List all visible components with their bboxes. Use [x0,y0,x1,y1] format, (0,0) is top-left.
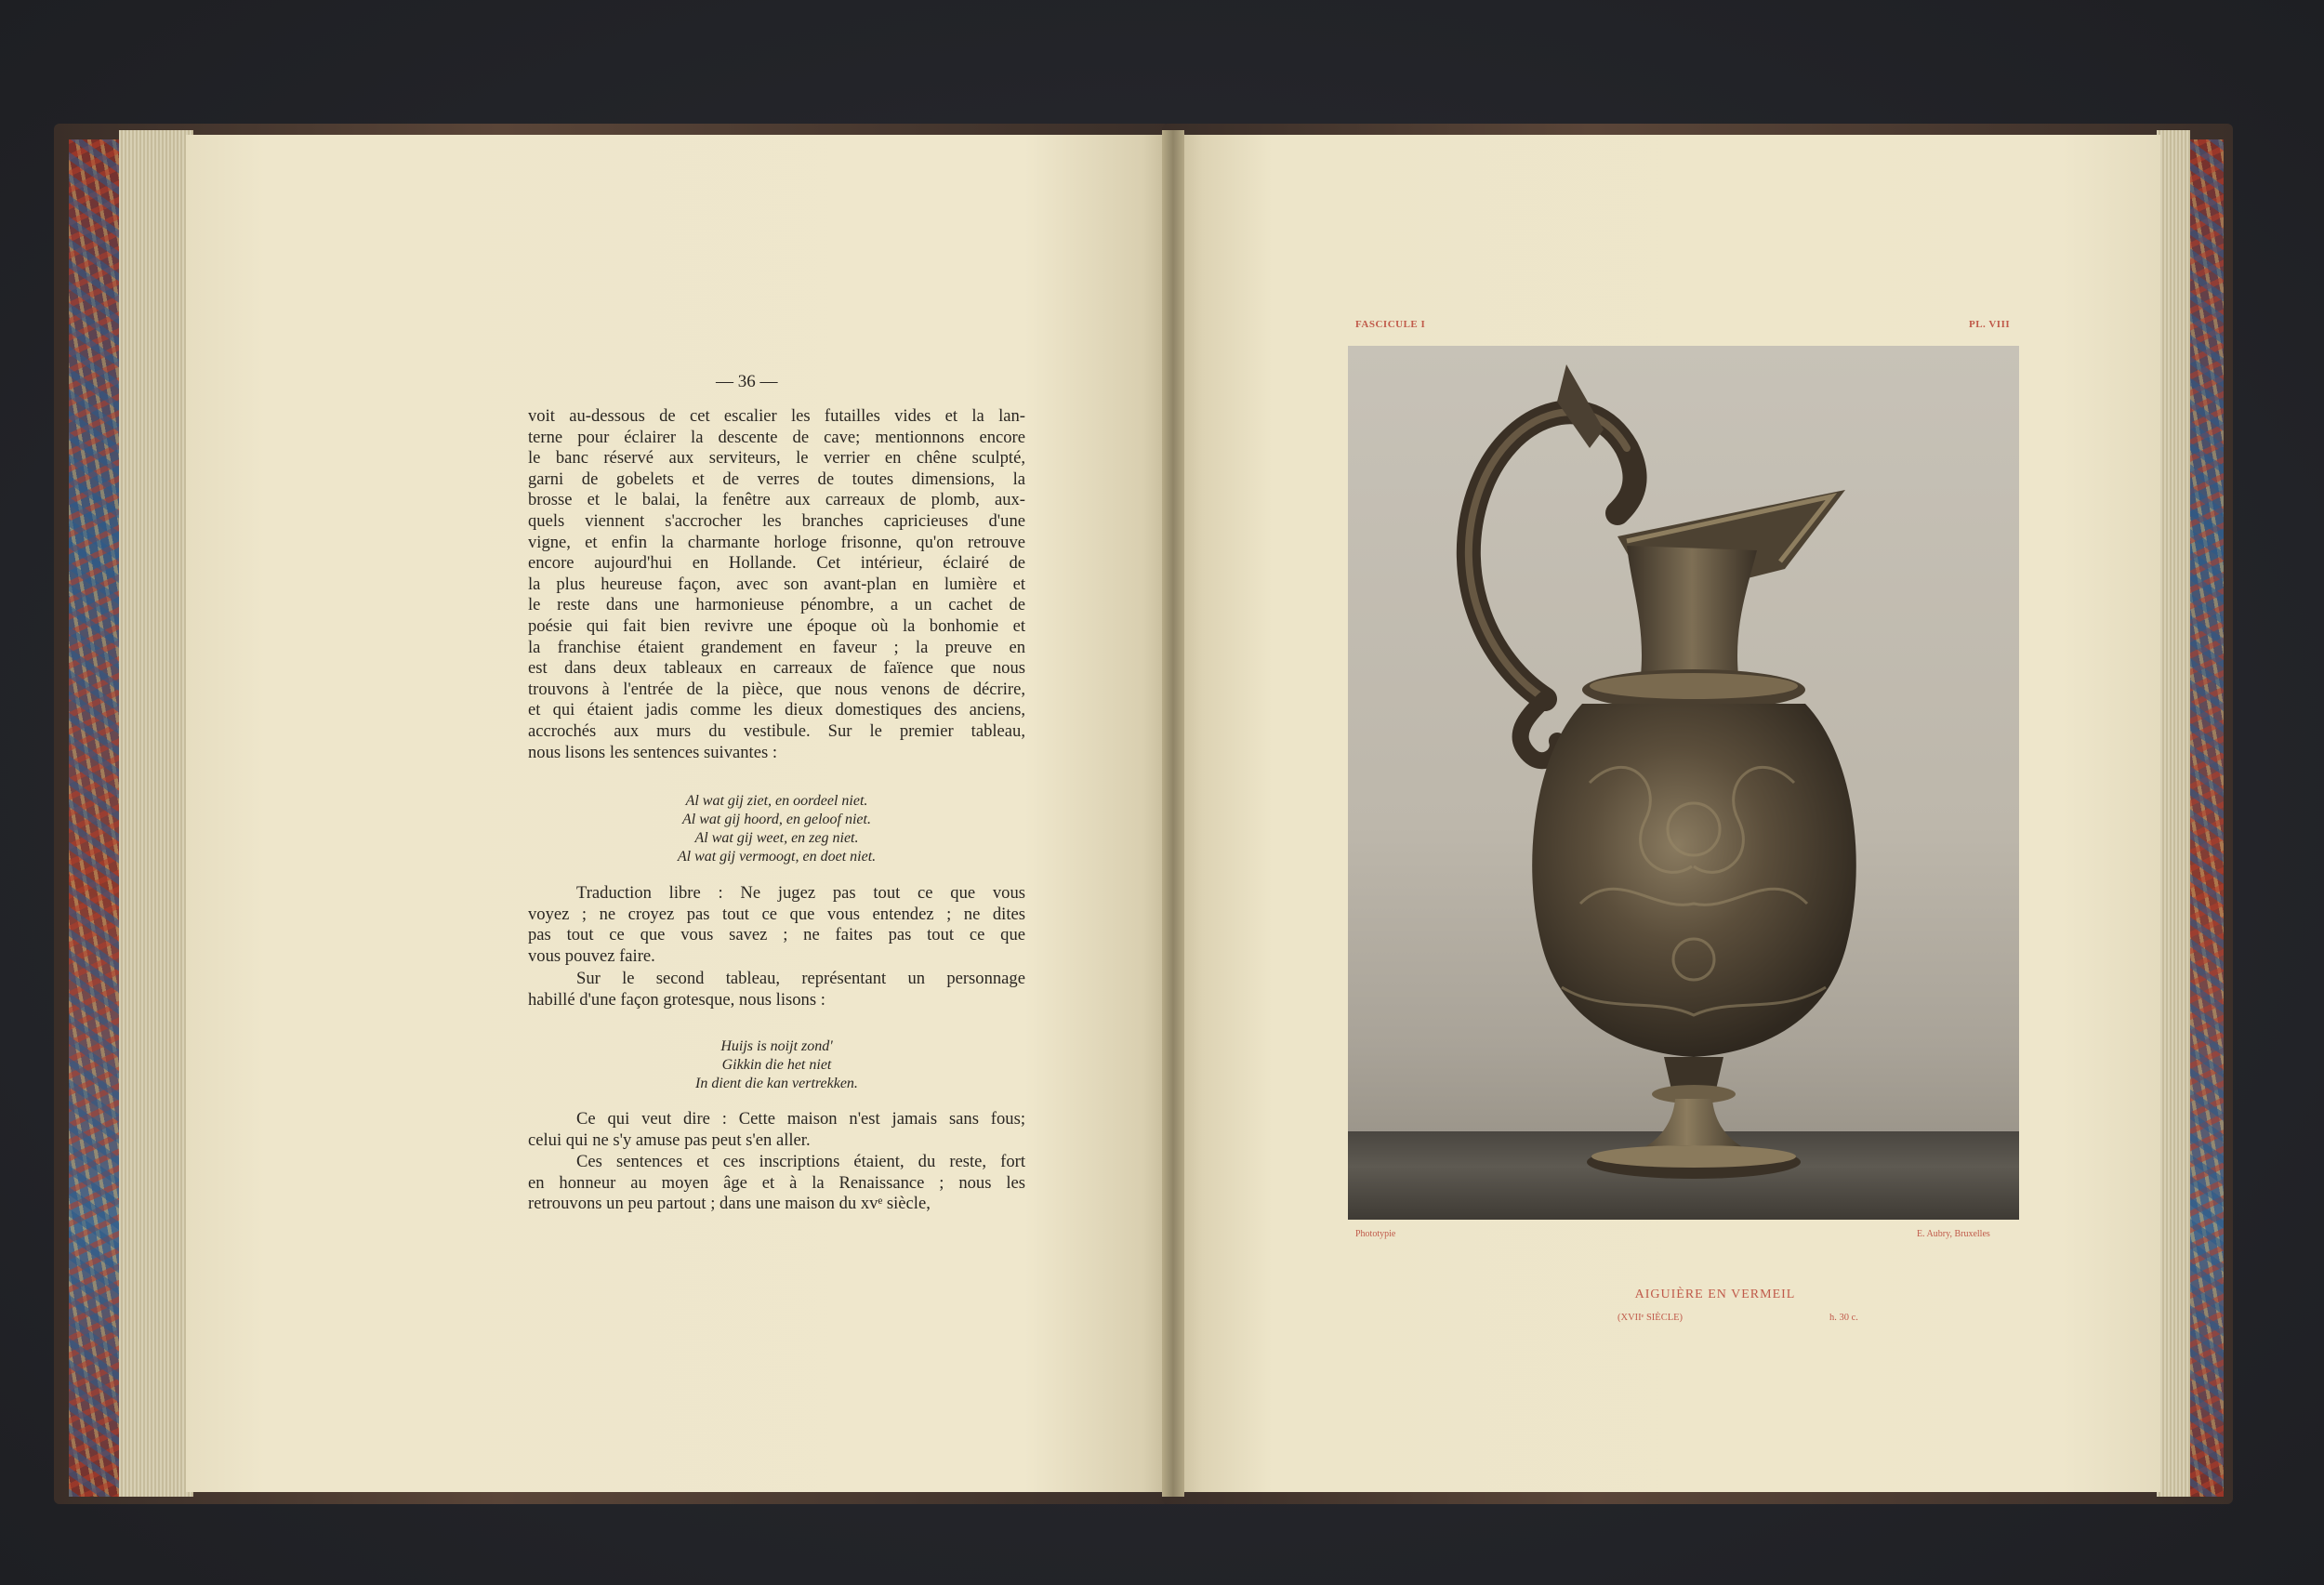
page-number: — 36 — [716,372,778,391]
text-line: nous lisons les sentences suivantes : [528,742,778,762]
text-line: trouvons à l'entrée de la pièce, que nous venons de décrire, [528,679,1025,699]
text-line: habillé d'une façon grotesque, nous lisons : [528,989,825,1010]
text-line: le reste dans une harmonieuse pénombre, a un cachet de [528,595,1025,615]
plate-number: PL. VIII [1969,319,2011,330]
text-line: celui qui ne s'y amuse pas peut s'en aller. [528,1129,811,1150]
ewer-illustration [1348,346,2019,1220]
text-line: vigne, et enfin la charmante horloge frisonne, qu'on retrouve [528,532,1025,552]
ewer-photograph [1348,346,2019,1220]
text-line: voit au-dessous de cet escalier les futailles vides et la lan- [528,406,1025,426]
text-line: accrochés aux murs du vestibule. Sur le premier tableau, [528,720,1025,741]
poem-line: Huijs is noijt zond' [720,1038,833,1054]
text-line: Sur le second tableau, représentant un personnage [576,969,1025,988]
page-stack-right [2157,130,2190,1497]
text-line: terne pour éclairer la descente de cave; mentionnons encore [528,427,1025,447]
text-line: brosse et le balai, la fenêtre aux carreaux de plomb, aux- [528,490,1025,510]
text-line: encore aujourd'hui en Hollande. Cet intérieur, éclairé de [528,553,1025,574]
poem-line: Al wat gij vermoogt, en doet niet. [677,849,877,865]
plate-title: AIGUIÈRE EN VERMEIL [1634,1288,1796,1301]
text-line: garni de gobelets et de verres de toutes dimensions, la [528,469,1025,489]
text-line: et qui étaient jadis comme les dieux domestiques des anciens, [528,700,1025,720]
text-line: la franchise étaient grandement en faveur ; la preuve en [528,637,1025,657]
paragraph-4 [528,1109,1025,1151]
text-line: retrouvons un peu partout ; dans une maison du xvᵉ siècle, [528,1194,931,1214]
poem-line: Al wat gij hoord, en geloof niet. [682,812,871,827]
paragraph-1 [528,406,1025,763]
text-line: vous pouvez faire. [528,945,655,966]
text-line: poésie qui fait bien revivre une époque où la bonhomie et [528,615,1025,636]
plate-height: h. 30 c. [1829,1313,1858,1323]
text-line: voyez ; ne croyez pas tout ce que vous entendez ; ne dites [528,904,1025,924]
text-line: Ce qui veut dire : Cette maison n'est jamais sans fous; [576,1109,1025,1129]
text-line: en honneur au moyen âge et à la Renaissance ; nous les [528,1172,1025,1193]
poem-line: Al wat gij weet, en zeg niet. [694,830,859,846]
text-line: la plus heureuse façon, avec son avant-plan en lumière et [528,574,1025,594]
fascicule-label: FASCICULE I [1355,319,1426,330]
text-line: le banc réservé aux serviteurs, le verrier en chêne sculpté, [528,448,1025,469]
text-line: est dans deux tableaux en carreaux de faïence que nous [528,658,1025,679]
book-gutter [1162,130,1184,1497]
poem-line: In dient die kan vertrekken. [695,1076,858,1091]
paragraph-2 [528,883,1025,967]
text-line: quels viennent s'accrocher les branches capricieuses d'une [528,510,1025,531]
credit-phototypie: Phototypie [1355,1229,1396,1239]
poem-line: Gikkin die het niet [721,1057,832,1073]
paragraph-5 [528,1152,1025,1215]
text-line: Ces sentences et ces inscriptions étaient, du reste, fort [576,1152,1025,1171]
marbled-endpaper-left [69,139,125,1497]
plate-century: (XVIIᵉ SIÈCLE) [1618,1313,1684,1323]
text-line: Traduction libre : Ne jugez pas tout ce que vous [576,883,1025,903]
page-stack-left [119,130,193,1497]
poem-2 [528,1037,1025,1093]
poem-line: Al wat gij ziet, en oordeel niet. [685,793,868,809]
text-line: pas tout ce que vous savez ; ne faites pas tout ce que [528,925,1025,945]
paragraph-3 [528,969,1025,1010]
poem-1 [528,792,1025,866]
credit-photographer: E. Aubry, Bruxelles [1917,1229,1990,1239]
